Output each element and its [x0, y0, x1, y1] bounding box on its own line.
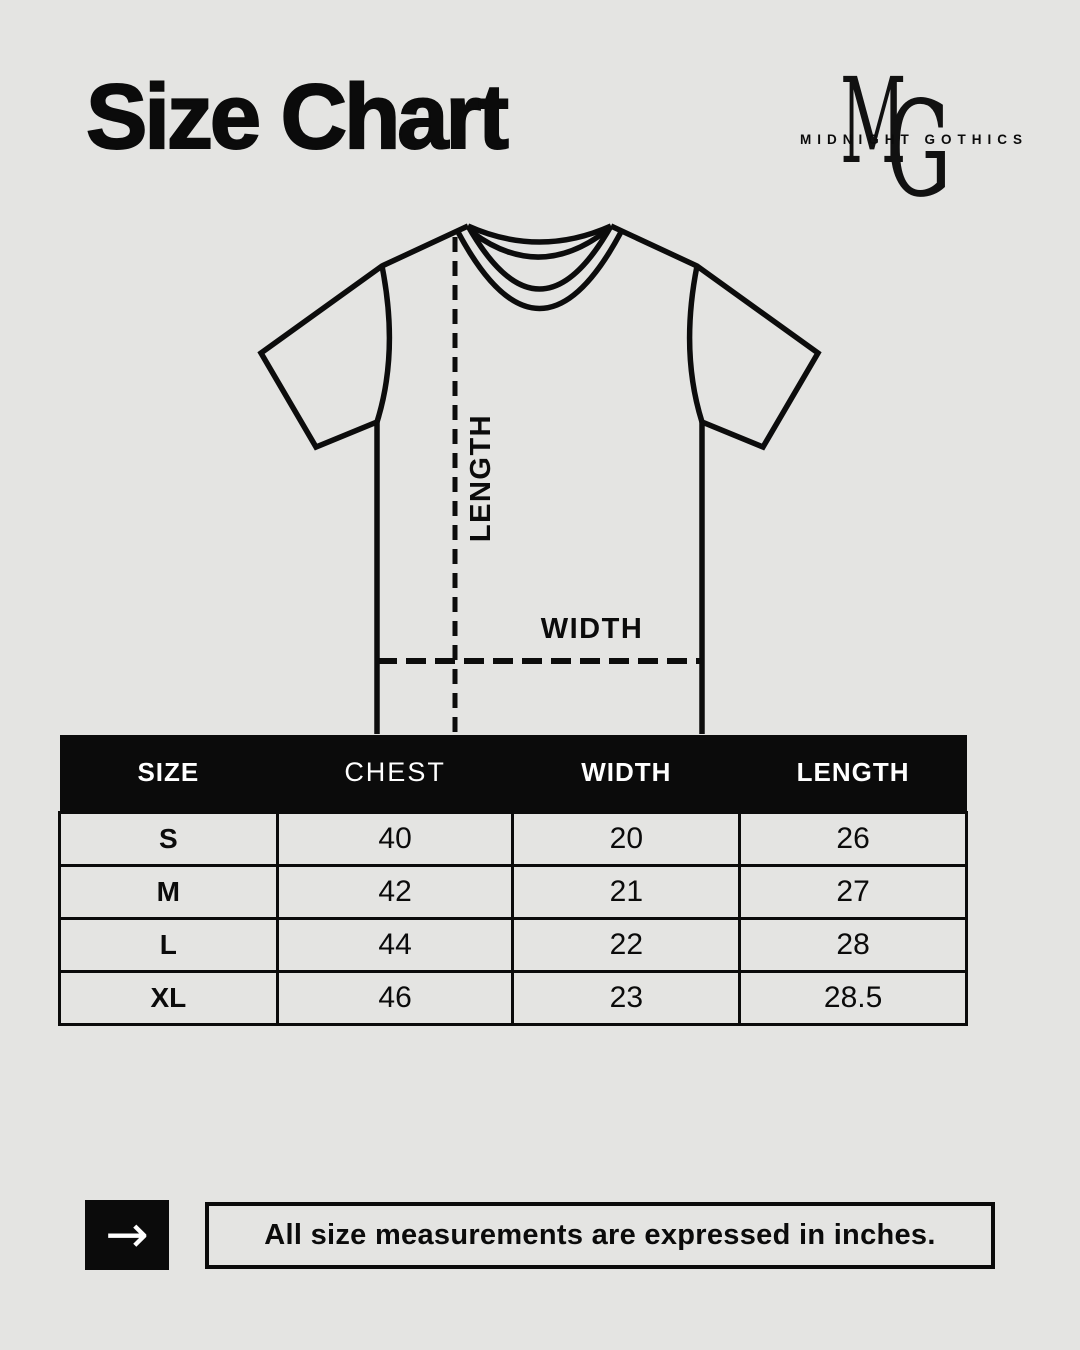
length-label: LENGTH: [465, 413, 497, 543]
table-row-m: [60, 865, 967, 918]
width-label: WIDTH: [540, 613, 644, 645]
col-header-chest: CHEST: [277, 735, 513, 812]
armhole-seam-right: [690, 266, 702, 422]
tshirt-collar: [458, 226, 621, 309]
brand-name: MIDNIGHT GOTHICS: [800, 132, 1028, 147]
cell-size: S: [60, 812, 278, 865]
table-row-xl: [60, 971, 967, 1024]
logo-monogram-m: M: [840, 52, 907, 190]
cell-size: XL: [60, 971, 278, 1024]
tshirt-outline-right: [611, 226, 818, 734]
measurement-note-box: [205, 1202, 995, 1269]
col-header-length: LENGTH: [740, 735, 967, 812]
cell-width: 23: [513, 971, 740, 1024]
cell-size: M: [60, 865, 278, 918]
cell-chest: 44: [277, 918, 513, 971]
cell-width: 21: [513, 865, 740, 918]
table-row-l: [60, 918, 967, 971]
cell-chest: 42: [277, 865, 513, 918]
logo-monogram-g: G: [886, 73, 952, 227]
cell-length: 28.5: [740, 971, 967, 1024]
armhole-seam-left: [377, 266, 389, 422]
cell-length: 27: [740, 865, 967, 918]
cell-length: 26: [740, 812, 967, 865]
cell-chest: 40: [277, 812, 513, 865]
cell-chest: 46: [277, 971, 513, 1024]
size-table: [58, 735, 968, 1026]
tshirt-outline-left: [261, 226, 468, 734]
measurement-note-text: All size measurements are expressed in inches.: [264, 1219, 936, 1251]
cell-length: 28: [740, 918, 967, 971]
table-row-s: [60, 812, 967, 865]
right-arrow-icon: →: [105, 1205, 149, 1265]
page-title: Size Chart: [86, 66, 506, 168]
cell-width: 20: [513, 812, 740, 865]
next-arrow-button[interactable]: [85, 1200, 169, 1270]
cell-size: L: [60, 918, 278, 971]
cell-width: 22: [513, 918, 740, 971]
col-header-size: SIZE: [60, 735, 278, 812]
size-table-header-row: [60, 735, 967, 812]
col-header-width: WIDTH: [513, 735, 740, 812]
